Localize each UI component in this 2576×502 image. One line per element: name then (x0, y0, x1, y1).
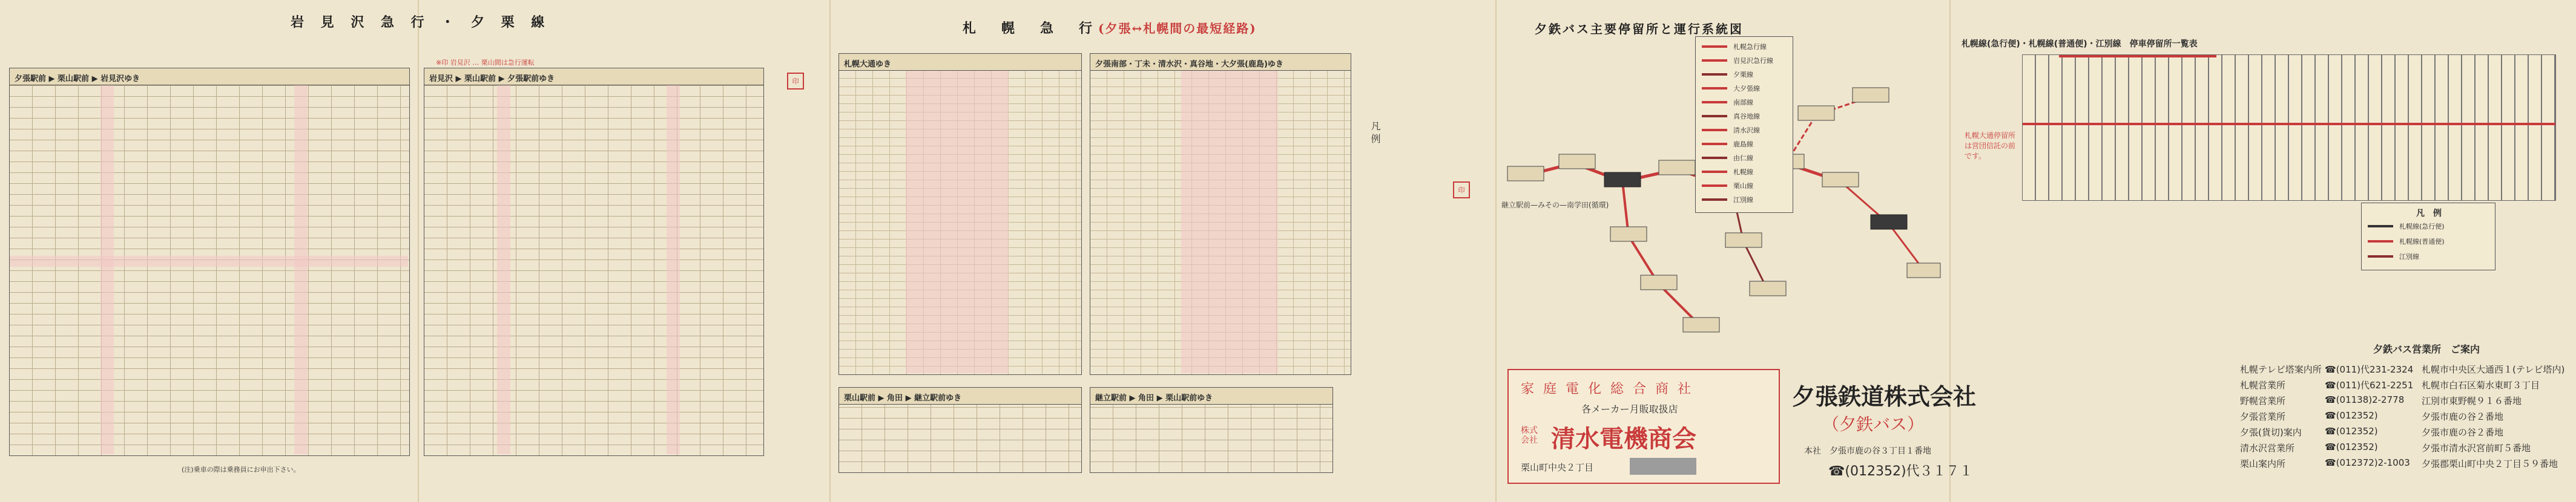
sapporo-timetable-outbound (838, 53, 1082, 375)
highlight-column (497, 85, 510, 454)
stop-box (1750, 281, 1786, 296)
office-row: 夕張(貨切)案内 ☎(012352) 夕張市鹿の谷２番地 (2240, 426, 2504, 438)
stop-box (1871, 215, 1907, 229)
sapporo-stops-title: 札幌線(急行便)・札幌線(普通便)・江別線 停車停留所一覧表 (1962, 39, 2198, 49)
legend-swatch (1702, 59, 1727, 62)
company-name: 夕張鉄道株式会社 (1792, 383, 1977, 410)
hq-label: 本社 (1804, 446, 1821, 456)
legend-item: 江別線 (1702, 195, 1753, 204)
stop-box (1559, 154, 1595, 169)
iwamizawa-title: 岩 見 沢 急 行 ・ 夕 栗 線 (291, 15, 551, 30)
legend-swatch (2368, 255, 2393, 258)
stop-box (1725, 233, 1762, 247)
legend-item: 札幌線 (1702, 167, 1753, 177)
sapporo-title-main: 札 幌 急 行 (963, 21, 1099, 36)
sapporo-title (963, 18, 1257, 37)
legend-item: 江別線 (2368, 252, 2419, 261)
legend-swatch (1702, 184, 1727, 187)
ad-address: 栗山町中央２丁目 (1521, 462, 1594, 473)
office-row: 札幌営業所 ☎(011)代621-2251 札幌市白石区菊水東町３丁目 (2240, 380, 2540, 391)
legend-swatch (1702, 198, 1727, 201)
company-hq (1804, 445, 1931, 457)
ad-line1: 家 庭 電 化 総 合 商 社 (1521, 382, 1693, 397)
stops-legend-title: 凡 例 (2416, 209, 2442, 218)
stops-legend (2361, 203, 2495, 270)
hq-phone: ☎(012352)代３１７１ (1828, 464, 1973, 479)
legend-swatch (2368, 225, 2393, 227)
legend-item: 札幌急行線 (1702, 42, 1767, 51)
legend-item: 由仁線 (1702, 153, 1753, 163)
stop-box (1507, 166, 1544, 181)
sapporo-stops-note: 札幌大通停留所は営団信託の前です。 (1965, 131, 2016, 160)
sapporo-legend-label: 凡 例 (1369, 121, 1381, 144)
legend-swatch (1702, 87, 1727, 90)
stamp-mark: 印 (1453, 181, 1470, 198)
route-label: 継立駅前—みその—南学田(循環) (1501, 201, 1609, 209)
legend-item: 夕栗線 (1702, 70, 1753, 79)
route-line-iwamizawa (1622, 181, 1701, 327)
kuriyama-timetable-1 (838, 387, 1082, 473)
iwamizawa-footnote: ※印 岩見沢 … 栗山間は急行運転 (436, 59, 535, 67)
company-subname: （夕鉄バス） (1822, 414, 1925, 434)
fold-line (829, 0, 831, 502)
highlight-row (10, 256, 408, 267)
offices-title: 夕鉄バス営業所 ご案内 (2373, 344, 2480, 355)
stops-redline (2023, 123, 2555, 125)
stop-box (1610, 227, 1647, 241)
office-row: 野幌営業所 ☎(01138)2-2778 江別市東野幌９１６番地 (2240, 394, 2522, 406)
legend-item: 真谷地線 (1702, 111, 1760, 121)
legend-item: 岩見沢急行線 (1702, 56, 1773, 65)
sapporo-timetable-inbound (1090, 53, 1351, 375)
office-row: 夕張営業所 ☎(012352) 夕張市鹿の谷２番地 (2240, 410, 2504, 422)
legend-swatch (1702, 143, 1727, 145)
highlight-block (1181, 71, 1278, 373)
iwamizawa-timetable-inbound (424, 68, 764, 456)
sapporo-title-sub: (夕張↔札幌間の最短経路) (1098, 21, 1257, 36)
legend-item: 札幌線(普通便) (2368, 236, 2445, 246)
sapporo-stops-diagram (2022, 54, 2556, 201)
legend-swatch (1702, 115, 1727, 117)
highlight-column (294, 85, 308, 454)
office-row: 清水沢営業所 ☎(012352) 夕張市清水沢宮前町５番地 (2240, 442, 2531, 454)
ad-line2: 各メーカー月販取扱店 (1581, 403, 1678, 415)
legend-item: 栗山線 (1702, 181, 1753, 191)
iwamizawa-timetable-outbound (9, 68, 410, 456)
stop-box (1604, 172, 1641, 187)
fold-line (418, 0, 419, 502)
highlight-column (667, 85, 680, 454)
stops-redline (2059, 55, 2216, 57)
legend-item: 南部線 (1702, 97, 1753, 107)
timetable-header: 夕張南部・丁未・清水沢・真谷地・大夕張(鹿島)ゆき (1090, 54, 1351, 71)
legend-swatch (2368, 240, 2393, 243)
fold-line (1495, 0, 1497, 502)
stamp-mark: 印 (787, 73, 804, 90)
legend-swatch (1702, 129, 1727, 131)
timetable-header: 栗山駅前 ▶ 角田 ▶ 継立駅前ゆき (839, 388, 1081, 405)
offices-list (2240, 363, 2567, 484)
stop-box (1683, 318, 1719, 332)
timetable-header: 札幌大通ゆき (839, 54, 1081, 71)
office-row: 栗山案内所 ☎(012372)2-1003 夕張郡栗山町中央２丁目５９番地 (2240, 457, 2558, 469)
advertisement-box (1507, 369, 1780, 484)
iwamizawa-note: (注)乗車の際は乗務員にお申出下さい。 (182, 466, 300, 474)
ad-company-prefix: 株式会社 (1521, 426, 1538, 445)
legend-item: 清水沢線 (1702, 125, 1760, 135)
redacted-phone-block (1630, 458, 1696, 475)
fold-line (1949, 0, 1951, 502)
legend-item: 札幌線(急行便) (2368, 221, 2445, 231)
timetable-header: 夕張駅前 ▶ 栗山駅前 ▶ 岩見沢ゆき (10, 68, 409, 85)
stop-box (1907, 263, 1940, 278)
highlight-column (100, 85, 114, 454)
kuriyama-timetable-2 (1090, 387, 1333, 473)
legend-item: 大夕張線 (1702, 83, 1760, 93)
timetable-header: 継立駅前 ▶ 角田 ▶ 栗山駅前ゆき (1090, 388, 1332, 405)
office-row: 札幌テレビ塔案内所 ☎(011)代231-2324 札幌市中央区大通西１(テレビ塔内) (2240, 364, 2565, 375)
stop-box (1853, 88, 1889, 102)
timetable-header: 岩見沢 ▶ 栗山駅前 ▶ 夕張駅前ゆき (424, 68, 763, 85)
stop-box (1659, 160, 1695, 175)
route-legend (1695, 36, 1793, 213)
highlight-block (906, 71, 1009, 373)
legend-swatch (1702, 73, 1727, 76)
route-map-title: 夕鉄バス主要停留所と運行系統図 (1535, 22, 1744, 36)
legend-swatch (1702, 157, 1727, 159)
legend-swatch (1702, 171, 1727, 173)
hq-address: 夕張市鹿の谷３丁目１番地 (1830, 446, 1931, 456)
legend-item: 鹿島線 (1702, 139, 1753, 149)
stop-box (1822, 172, 1859, 187)
legend-swatch (1702, 101, 1727, 103)
stop-box (1641, 275, 1677, 290)
legend-swatch (1702, 45, 1727, 48)
ad-company-name: 清水電機商会 (1551, 425, 1696, 453)
stop-box (1798, 106, 1834, 120)
